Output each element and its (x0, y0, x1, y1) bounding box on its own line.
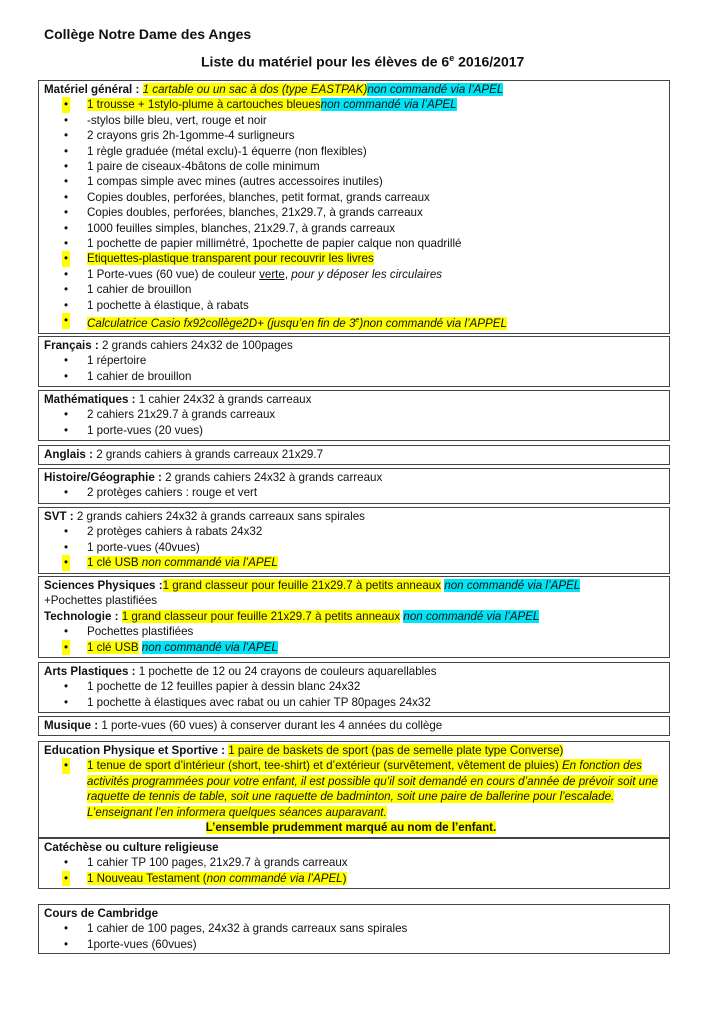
list-item: • 1 clé USB non commandé via l’APEL (44, 555, 664, 570)
section-francais: Français : 2 grands cahiers 24x32 de 100pages • 1 répertoire • 1 cahier de brouillon (38, 336, 670, 387)
list-item: • 1 porte-vues (20 vues) (44, 423, 664, 438)
list-item: • 1 cahier de 100 pages, 24x32 à grands carreaux sans spirales (44, 921, 664, 936)
list-item: • 2 cahiers 21x29.7 à grands carreaux (44, 407, 664, 422)
list-item: • 1 porte-vues (40vues) (44, 540, 664, 555)
list-item: • Pochettes plastifiées (44, 624, 664, 639)
list-item: • 1 clé USB non commandé via l’APEL (44, 640, 664, 655)
list-item: • 1porte-vues (60vues) (44, 937, 664, 952)
list-item: • 1 paire de ciseaux-4bâtons de colle minimum (44, 159, 664, 174)
list-item: • 1 cahier TP 100 pages, 21x29.7 à grands carreaux (44, 855, 664, 870)
list-item: • 1 compas simple avec mines (autres accessoires inutiles) (44, 174, 664, 189)
section-musique: Musique : 1 porte-vues (60 vues) à conserver durant les 4 années du collège (38, 716, 670, 736)
section-histoire-geographie: Histoire/Géographie : 2 grands cahiers 24x32 à grands carreaux • 2 protèges cahiers : rouge et vert (38, 468, 670, 504)
section-eps: Education Physique et Sportive : 1 paire de baskets de sport (pas de semelle plate type Converse) • 1 tenue de sport d’intérieur (short, tee-shirt) et d’extérieur (survêtement, vêtement de pluies) En fonction des activités programmées pour votre enfant, il est possible qu’il soit demandé en cours d’année de prévoir soit une raquette de tennis de table, soit une raquette de badminton, soit une paire de ballerine pour l’escalade. L’enseignant l’en informera quelques séances auparavant. L’ensemble prudemment marqué au nom de l’enfant. (38, 741, 670, 838)
section-materiel-general: Matériel général : 1 cartable ou un sac à dos (type EASTPAK)non commandé via l’APEL • 1 trousse + 1stylo-plume à cartouches bleuesnon commandé via l’APEL • -stylos bille bleu, vert, rouge et noir • 2 crayons gris 2h-1gomme-4 surligneurs • 1 règle graduée (métal exclu)-1 équerre (non flexibles) • 1 paire de ciseaux-4bâtons de colle minimum • 1 compas simple avec mines (autres accessoires inutiles) • Copies doubles, perforées, blanches, petit format, grands carreaux • Copies doubles, perforées, blanches, 21x29.7, à grands carreaux • 1000 feuilles simples, blanches, 21x29.7, à grands carreaux • 1 pochette de papier millimétré, 1pochette de papier calque non quadrillé • Etiquettes-plastique transparent pour recouvrir les livres • 1 Porte-vues (60 vue) de couleur verte, pour y déposer les circulaires • 1 cahier de brouillon • 1 pochette à élastique, à rabats • Calculatrice Casio fx92collège2D+ (jusqu’en fin de 3e)non commandé via l’APPEL (38, 80, 670, 334)
list-item: • 1 cahier de brouillon (44, 282, 664, 297)
list-item: • 1 pochette de papier millimétré, 1pochette de papier calque non quadrillé (44, 236, 664, 251)
section-svt: SVT : 2 grands cahiers 24x32 à grands carreaux sans spirales • 2 protèges cahiers à rabats 24x32 • 1 porte-vues (40vues) • 1 clé USB non commandé via l’APEL (38, 507, 670, 574)
list-item: • 1 Nouveau Testament (non commandé via l’APEL) (44, 871, 664, 886)
list-item: • 2 protèges cahiers à rabats 24x32 (44, 524, 664, 539)
list-item: • 1 tenue de sport d’intérieur (short, tee-shirt) et d’extérieur (survêtement, vêtement de pluies) En fonction des activités programmées pour votre enfant, il est possible qu’il soit demandé en cours d’année de prévoir soit une raquette de tennis de table, soit une raquette de badminton, soit une paire de ballerine pour l’escalade. L’enseignant l’en informera quelques séances auparavant. L’ensemble prudemment marqué au nom de l’enfant. (44, 758, 664, 835)
section-arts-plastiques: Arts Plastiques : 1 pochette de 12 ou 24 crayons de couleurs aquarellables • 1 pochette de 12 feuilles papier à dessin blanc 24x32 • 1 pochette à élastiques avec rabat ou un cahier TP 80pages 24x32 (38, 662, 670, 713)
school-name: Collège Notre Dame des Anges (44, 26, 252, 42)
list-item: • Etiquettes-plastique transparent pour recouvrir les livres (44, 251, 664, 266)
section-cambridge: Cours de Cambridge • 1 cahier de 100 pages, 24x32 à grands carreaux sans spirales • 1porte-vues (60vues) (38, 904, 670, 954)
list-item: • 1 Porte-vues (60 vue) de couleur verte, pour y déposer les circulaires (44, 267, 664, 282)
page-title: Liste du matériel pour les élèves de 6e 2016/2017 (201, 53, 525, 70)
section-mathematiques: Mathématiques : 1 cahier 24x32 à grands carreaux • 2 cahiers 21x29.7 à grands carreaux • 1 porte-vues (20 vues) (38, 390, 670, 441)
list-item: • 1 cahier de brouillon (44, 369, 664, 384)
section-sciences-technologie: Sciences Physiques :1 grand classeur pour feuille 21x29.7 à petits anneaux non commandé via l’APEL +Pochettes plastifiées Technologie : 1 grand classeur pour feuille 21x29.7 à petits anneaux non commandé via l’APEL • Pochettes plastifiées • 1 clé USB non commandé via l’APEL (38, 576, 670, 658)
list-item: • 1 pochette à élastiques avec rabat ou un cahier TP 80pages 24x32 (44, 695, 664, 710)
list-item: • Copies doubles, perforées, blanches, 21x29.7, à grands carreaux (44, 205, 664, 220)
section-anglais: Anglais : 2 grands cahiers à grands carreaux 21x29.7 (38, 445, 670, 465)
list-item: • -stylos bille bleu, vert, rouge et noir (44, 113, 664, 128)
list-item: • 2 crayons gris 2h-1gomme-4 surligneurs (44, 128, 664, 143)
list-item: • 1 règle graduée (métal exclu)-1 équerre (non flexibles) (44, 144, 664, 159)
list-item: • 1 pochette de 12 feuilles papier à dessin blanc 24x32 (44, 679, 664, 694)
list-item: • 1 trousse + 1stylo-plume à cartouches bleuesnon commandé via l’APEL (44, 97, 664, 112)
list-item: • Calculatrice Casio fx92collège2D+ (jusqu’en fin de 3e)non commandé via l’APPEL (44, 313, 664, 331)
list-item: • 1 pochette à élastique, à rabats (44, 298, 664, 313)
list-item: • 1000 feuilles simples, blanches, 21x29.7, à grands carreaux (44, 221, 664, 236)
section-catechese: Catéchèse ou culture religieuse • 1 cahier TP 100 pages, 21x29.7 à grands carreaux • 1 Nouveau Testament (non commandé via l’APEL) (38, 838, 670, 889)
list-item: • Copies doubles, perforées, blanches, petit format, grands carreaux (44, 190, 664, 205)
list-item: • 2 protèges cahiers : rouge et vert (44, 485, 664, 500)
list-item: • 1 répertoire (44, 353, 664, 368)
